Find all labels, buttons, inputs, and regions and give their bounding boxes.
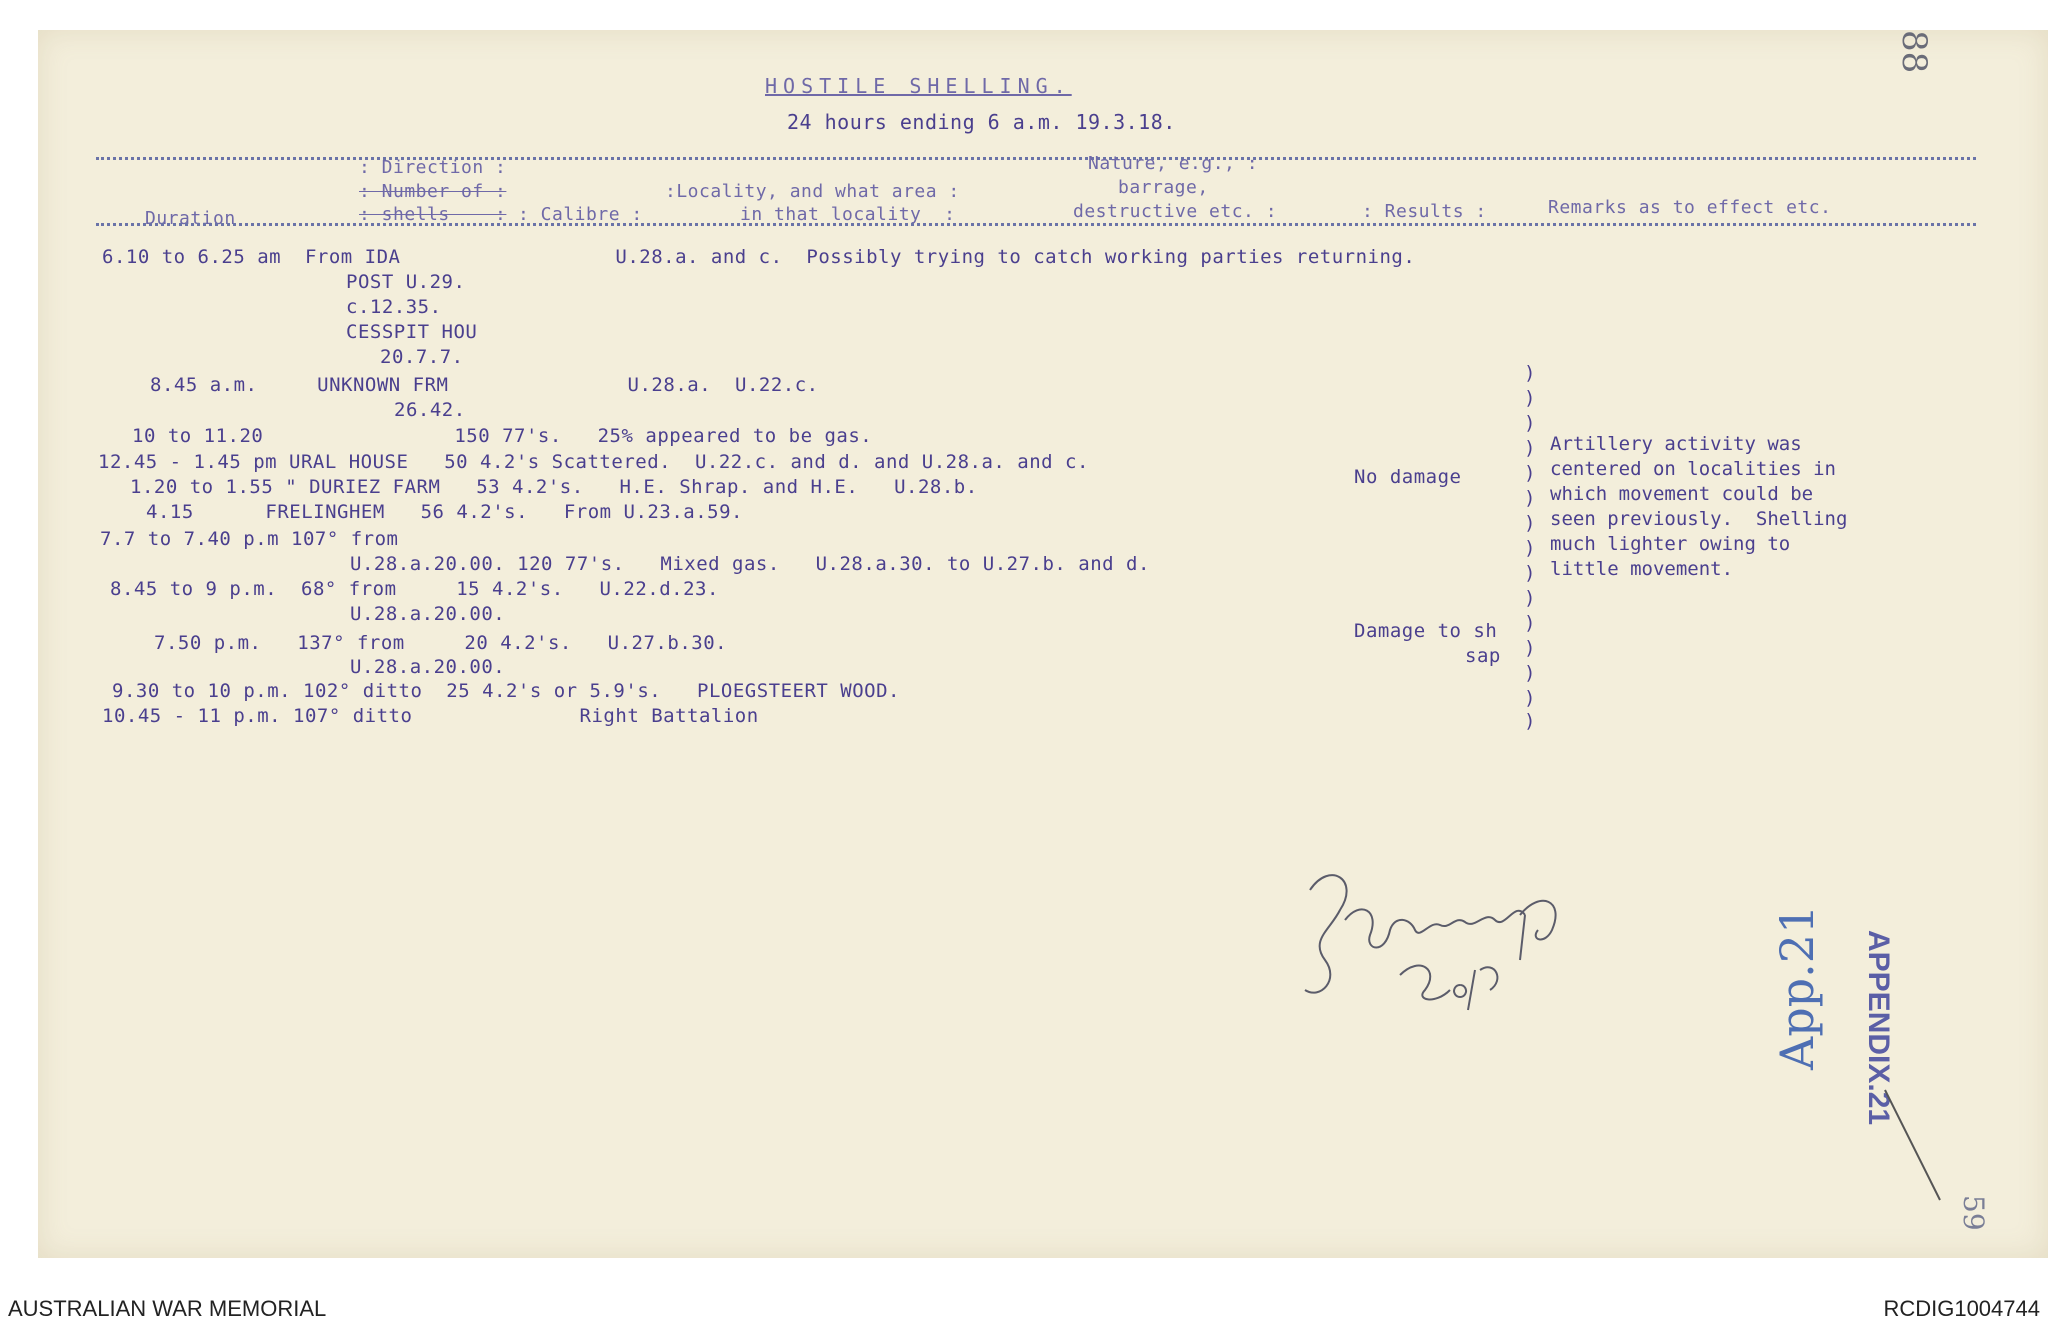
col-header-locality-1: :Locality, and what area :: [665, 181, 960, 202]
row-line: 10 to 11.20 150 77's. 25% appeared to be gas.: [132, 425, 873, 447]
row-line: 7.50 p.m. 137° from 20 4.2's. U.27.b.30.: [154, 632, 728, 654]
row-line: 9.30 to 10 p.m. 102° ditto 25 4.2's or 5.9's. PLOEGSTEERT WOOD.: [112, 680, 900, 702]
bracket: ): [1524, 537, 1536, 559]
bracket: ): [1524, 662, 1536, 684]
page-subtitle: 24 hours ending 6 a.m. 19.3.18.: [787, 110, 1176, 134]
bracket: ): [1524, 512, 1536, 534]
row-line: 10.45 - 11 p.m. 107° ditto Right Battalion: [102, 705, 759, 727]
bracket: ): [1524, 587, 1536, 609]
remarks-text: Artillery activity was centered on localities in which movement could be seen previously. Shelling much lighter owing to little movement.: [1550, 433, 1848, 580]
bracket: ): [1524, 612, 1536, 634]
bracket: ): [1524, 437, 1536, 459]
row-line: 4.15 FRELINGHEM 56 4.2's. From U.23.a.59.: [146, 501, 743, 523]
bracket: ): [1524, 412, 1536, 434]
bracket: ): [1524, 462, 1536, 484]
header-rule-bottom: [96, 223, 1976, 226]
result-damage: Damage to sh: [1354, 620, 1498, 642]
col-header-duration: Duration: [145, 208, 236, 229]
archive-caption: AUSTRALIAN WAR MEMORIAL: [8, 1296, 327, 1321]
page-title: HOSTILE SHELLING.: [765, 74, 1072, 98]
row-line: 8.45 to 9 p.m. 68° from 15 4.2's. U.22.d.23.: [110, 578, 719, 600]
row-line: 6.10 to 6.25 am From IDA U.28.a. and c. Possibly trying to catch working parties returning.: [102, 246, 1416, 268]
result-no-damage: No damage: [1354, 466, 1462, 488]
col-header-direction-2: : Number of :: [359, 181, 507, 202]
col-header-nature-2: barrage,: [1118, 177, 1209, 198]
pencil-folio: 88: [1894, 30, 1934, 74]
bracket: ): [1524, 362, 1536, 384]
record-id-caption: RCDIG1004744: [1883, 1296, 2040, 1321]
row-line: U.28.a.20.00.: [350, 656, 506, 678]
col-header-nature-3: destructive etc. :: [1073, 201, 1278, 222]
page-number: 59: [1957, 1195, 1990, 1231]
col-header-nature-1: Nature, e.g., :: [1088, 153, 1259, 174]
row-line: 12.45 - 1.45 pm URAL HOUSE 50 4.2's Scattered. U.22.c. and d. and U.28.a. and c.: [98, 451, 1089, 473]
row-line: POST U.29.: [346, 271, 466, 293]
pencil-slash: [1880, 1085, 1950, 1205]
row-line: U.28.a.20.00. 120 77's. Mixed gas. U.28.a.30. to U.27.b. and d.: [350, 553, 1150, 575]
handwritten-signature: [1290, 860, 1590, 1020]
bracket: ): [1524, 637, 1536, 659]
row-line: c.12.35.: [346, 296, 442, 318]
bracket: ): [1524, 710, 1536, 732]
col-header-direction-3: : shells :: [359, 204, 507, 225]
handwritten-reference: App.21: [1770, 904, 1824, 1070]
col-header-locality-2: in that locality :: [740, 204, 956, 225]
col-header-direction-1: : Direction :: [359, 157, 507, 178]
row-line: 7.7 to 7.40 p.m 107° from: [100, 528, 399, 550]
col-header-remarks: Remarks as to effect etc.: [1548, 197, 1832, 218]
appendix-stamp: APPENDIX.21: [1862, 930, 1895, 1126]
bracket: ): [1524, 562, 1536, 584]
row-line: 8.45 a.m. UNKNOWN FRM U.28.a. U.22.c.: [150, 374, 819, 396]
row-line: CESSPIT HOU: [346, 321, 478, 343]
row-line: 26.42.: [394, 399, 466, 421]
col-header-results: : Results :: [1362, 201, 1487, 222]
bracket: ): [1524, 687, 1536, 709]
result-damage-cont: sap: [1465, 645, 1501, 667]
bracket: ): [1524, 387, 1536, 409]
col-header-calibre: : Calibre :: [518, 204, 643, 225]
row-line: U.28.a.20.00.: [350, 603, 506, 625]
bracket: ): [1524, 487, 1536, 509]
row-line: 1.20 to 1.55 " DURIEZ FARM 53 4.2's. H.E. Shrap. and H.E. U.28.b.: [130, 476, 978, 498]
row-line: 20.7.7.: [380, 346, 464, 368]
